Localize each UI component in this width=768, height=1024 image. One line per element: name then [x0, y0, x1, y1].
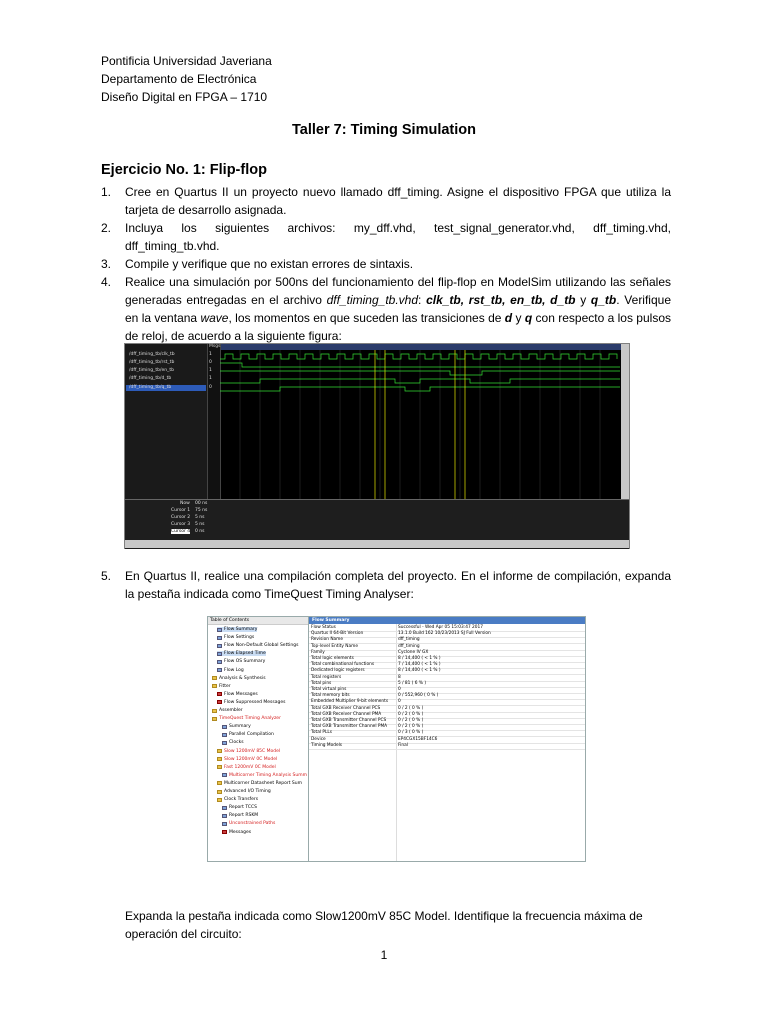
report-key: Flow Status [311, 625, 336, 630]
report-value: 0 / 552,960 ( 0 % ) [398, 693, 439, 699]
folder-icon [212, 676, 217, 680]
toc-item[interactable] [222, 773, 307, 778]
signal-value: 1 [209, 368, 212, 373]
toc-item-label: Advanced I/O Timing [224, 789, 271, 794]
final-instruction: Expanda la pestaña indicada como Slow1200mV 85C Model. Identifique la frecuencia máxima de operación del circuito: [125, 909, 643, 941]
message-icon [222, 830, 227, 834]
report-key: Top-level Entity Name [311, 643, 358, 649]
item-text: Cree en Quartus II un proyecto nuevo llamado dff_timing. Asigne el dispositivo FPGA que utiliza la tarjeta de desarrollo asignada. [125, 185, 671, 217]
cursor-name[interactable]: Cursor 3 [171, 522, 191, 527]
page-number: 1 [380, 948, 388, 962]
toc-item-label: Slow 1200mV 0C Model [224, 756, 278, 762]
cursor-name[interactable]: Cursor 4 [171, 529, 191, 534]
cursor-value: 75 ns [195, 508, 208, 513]
toc-item[interactable] [217, 635, 254, 640]
toc-item[interactable] [212, 676, 266, 681]
toc-item[interactable] [217, 700, 285, 705]
item-text: Compile y verifique que no existan errores de sintaxis. [125, 257, 414, 271]
toc-item[interactable] [217, 781, 302, 786]
list-item [101, 567, 671, 603]
report-key: Total GXB Transmitter Channel PMA [311, 724, 388, 730]
folder-icon [217, 798, 222, 802]
item-number: 4. [101, 275, 112, 289]
folder-icon [212, 709, 217, 713]
now-label: Now [180, 501, 190, 506]
toc-item[interactable] [217, 749, 280, 754]
table-icon [217, 644, 222, 648]
item-text: Incluya los siguientes archivos: my_dff.vhd, test_signal_generator.vhd, dff_timing.vhd, dff_timing_tb.vhd. [125, 221, 671, 253]
list-item [101, 255, 671, 273]
report-key: Total registers [311, 674, 342, 680]
report-value: 8 [398, 674, 401, 680]
item-number: 2. [101, 221, 112, 235]
toc-item[interactable] [217, 643, 298, 648]
exercise-title: Ejercicio No. 1: Flip-flop [101, 162, 267, 178]
toc-item-label: Flow Settings [224, 635, 255, 641]
report-value: 8 / 14,400 ( < 1 % ) [398, 668, 441, 674]
table-icon [217, 660, 222, 664]
signal-value: 1 [209, 352, 212, 357]
signal-name[interactable]: /dff_timing_tb/q_tb [129, 385, 172, 390]
toc-header: Table of Contents [208, 617, 308, 625]
toc-item-label: Flow Non-Default Global Settings [224, 643, 299, 649]
table-icon [222, 733, 227, 737]
grid-lines [240, 350, 600, 499]
item-number: 1. [101, 185, 112, 199]
table-icon [222, 741, 227, 745]
toc-item-label: Slow 1200mV 85C Model [224, 748, 281, 754]
toc-item[interactable] [212, 708, 243, 713]
table-icon [222, 822, 227, 826]
report-key: Revision Name [311, 637, 343, 643]
report-key: Dedicated logic registers [311, 668, 365, 674]
toc-item[interactable] [212, 684, 231, 689]
report-key: Quartus II 64-Bit Version [311, 631, 364, 637]
toc-item-label: Flow Elapsed Time [224, 651, 266, 657]
table-icon [217, 636, 222, 640]
toc-item[interactable] [217, 789, 271, 794]
item-number: 3. [101, 257, 112, 271]
signal-name[interactable]: /dff_timing_tb/rst_tb [129, 360, 175, 365]
report-key: Total pins [311, 680, 332, 686]
flow-summary-pane [309, 617, 585, 861]
report-value: 13.1.0 Build 162 10/23/2013 SJ Full Version [398, 631, 491, 637]
list-item [101, 219, 671, 255]
folder-icon [217, 757, 222, 761]
toc-item[interactable] [217, 627, 257, 632]
signal-value: 1 [209, 376, 212, 381]
message-icon [217, 700, 222, 704]
toc-item-label: TimeQuest Timing Analyzer [219, 716, 281, 722]
table-icon [222, 814, 227, 818]
signal-name[interactable]: /dff_timing_tb/d_tb [129, 376, 172, 381]
toc-item[interactable] [222, 805, 257, 810]
report-key: Total virtual pins [311, 687, 347, 692]
toc-item[interactable] [212, 716, 281, 721]
toc-item-label: Report RSKM [229, 813, 259, 819]
toc-item-label: Fast 1200mV 0C Model [224, 764, 276, 770]
now-value: 00 ns [195, 501, 208, 506]
toc-item-label: Flow OS Summary [224, 659, 266, 665]
horizontal-scrollbar[interactable] [125, 540, 629, 548]
toc-item-label: Summary [229, 724, 251, 730]
table-of-contents-pane [208, 617, 309, 861]
table-icon [217, 652, 222, 656]
toc-item[interactable] [222, 724, 251, 729]
toc-item[interactable] [217, 757, 277, 762]
toc-item-label: Multicorner Timing Analysis Summ [229, 772, 307, 778]
report-key: Total GXB Receiver Channel PMA [311, 711, 382, 717]
report-value: 0 / 2 ( 0 % ) [398, 705, 424, 711]
toc-item-label: Analysis & Synthesis [219, 675, 266, 681]
report-value: 0 / 2 ( 0 % ) [398, 718, 424, 723]
toc-item[interactable] [222, 830, 251, 835]
cursor-value: 5 ns [195, 515, 205, 520]
toc-item[interactable] [217, 797, 258, 802]
signal-name[interactable]: /dff_timing_tb/clk_tb [129, 352, 175, 357]
toc-item[interactable] [222, 740, 244, 745]
list-item [101, 273, 671, 345]
item-number: 5. [101, 569, 112, 583]
report-value: Final [398, 742, 408, 748]
table-icon [222, 725, 227, 729]
report-key: Total memory bits [311, 693, 350, 699]
toc-item-label: Assembler [219, 708, 243, 713]
report-value: 5 / 81 ( 6 % ) [398, 680, 427, 686]
toc-item-label: Unconstrained Paths [229, 821, 276, 827]
signal-value: 0 [209, 385, 212, 390]
report-value: 0 / 2 ( 0 % ) [398, 724, 424, 730]
report-key: Total GXB Receiver Channel PCS [311, 705, 381, 711]
university-name: Pontificia Universidad Javeriana [101, 54, 272, 68]
toc-item-label: Flow Messages [224, 691, 258, 697]
institution-header [101, 52, 272, 106]
cursor-value: 5 ns [195, 522, 205, 527]
table-icon [217, 628, 222, 632]
course-name: Diseño Digital en FPGA – 1710 [101, 90, 268, 104]
toc-item-label: Multicorner Datasheet Report Sum [224, 780, 303, 786]
report-key: Total combinational functions [311, 662, 375, 668]
table-icon [217, 668, 222, 672]
toc-item[interactable] [217, 765, 276, 770]
msgs-header: Msgs [209, 344, 221, 349]
toc-item-label: Fitter [219, 683, 231, 689]
signal-name[interactable]: /dff_timing_tb/en_tb [129, 368, 174, 373]
signal-value: 0 [209, 360, 212, 365]
report-key: Family [311, 649, 325, 655]
report-value: Cyclone IV GX [398, 649, 429, 655]
item-text: Realice una simulación por 500ns del funcionamiento del flip-flop en ModelSim utilizando las señales generadas entregadas en el archivo dff_timing_tb.vhd: clk_tb, rst_tb, en_tb, d_tb y q_tb. Verifique en la ventana wave, los momentos en que suceden las transiciones de d y q con respecto a los pulsos de reloj, de acuerdo a la siguiente figura: [125, 275, 671, 343]
toc-item[interactable] [217, 668, 244, 673]
instruction-list-continued [101, 567, 671, 603]
quartus-report-screenshot [207, 616, 586, 862]
toc-item[interactable] [222, 813, 258, 818]
folder-icon [212, 684, 217, 688]
folder-icon [217, 781, 222, 785]
toc-item-label: Clocks [229, 740, 244, 746]
item-text: En Quartus II, realice una compilación completa del proyecto. En el informe de compilación, expanda la pestaña indicada como TimeQuest Timing Analyser: [125, 569, 671, 601]
report-value: 8 / 14,400 ( < 1 % ) [398, 656, 441, 661]
toc-item[interactable] [222, 821, 275, 826]
toc-item[interactable] [217, 659, 265, 664]
folder-icon [217, 790, 222, 794]
modelsim-wave-screenshot [124, 343, 630, 549]
vertical-scrollbar[interactable] [621, 344, 629, 499]
clk-waveform [220, 354, 617, 359]
department-name: Departamento de Electrónica [101, 72, 257, 86]
cursor-name[interactable]: Cursor 2 [171, 515, 191, 520]
report-value: Successful - Wed Apr 05 15:03:47 2017 [398, 625, 483, 630]
report-header: Flow Summary [309, 617, 585, 624]
report-value: dff_timing [398, 637, 420, 643]
toc-item[interactable] [217, 651, 266, 656]
toc-item-label: Clock Transfers [224, 797, 259, 803]
document-title: Taller 7: Timing Simulation [292, 122, 476, 138]
cursor-value: 0 ns [195, 529, 205, 534]
report-key: Device [311, 736, 326, 742]
instruction-list [101, 183, 671, 345]
folder-icon [217, 765, 222, 769]
cursor-name[interactable]: Cursor 1 [171, 508, 191, 513]
report-value: 0 / 2 ( 0 % ) [398, 711, 424, 717]
message-icon [217, 692, 222, 696]
toc-item-label: Flow Log [224, 667, 244, 673]
report-value: 7 / 14,400 ( < 1 % ) [398, 662, 441, 668]
toc-item-label: Parallel Compilation [229, 732, 274, 738]
toc-item-label: Flow Suppressed Messages [224, 699, 286, 705]
list-item [101, 183, 671, 219]
folder-icon [212, 717, 217, 721]
folder-icon [217, 749, 222, 753]
report-key: Timing Models [311, 742, 343, 748]
table-icon [222, 806, 227, 810]
report-key: Embedded Multiplier 9-bit elements [311, 699, 389, 705]
report-value: 0 / 3 ( 0 % ) [398, 730, 424, 736]
report-value: dff_timing [398, 643, 420, 649]
report-value: EP4CGX15BF14C6 [398, 736, 438, 742]
report-key: Total logic elements [311, 656, 354, 661]
table-icon [222, 773, 227, 777]
report-key: Total GXB Transmitter Channel PCS [311, 718, 387, 723]
toc-item[interactable] [222, 732, 274, 737]
report-value: 0 [398, 699, 401, 705]
toc-item-label: Report TCCS [229, 805, 257, 811]
toc-item-label: Messages [229, 829, 252, 835]
report-key: Total PLLs [311, 730, 333, 736]
toc-item[interactable] [217, 692, 258, 697]
toc-item-label: Flow Summary [224, 627, 258, 632]
report-value: 0 [398, 687, 401, 692]
